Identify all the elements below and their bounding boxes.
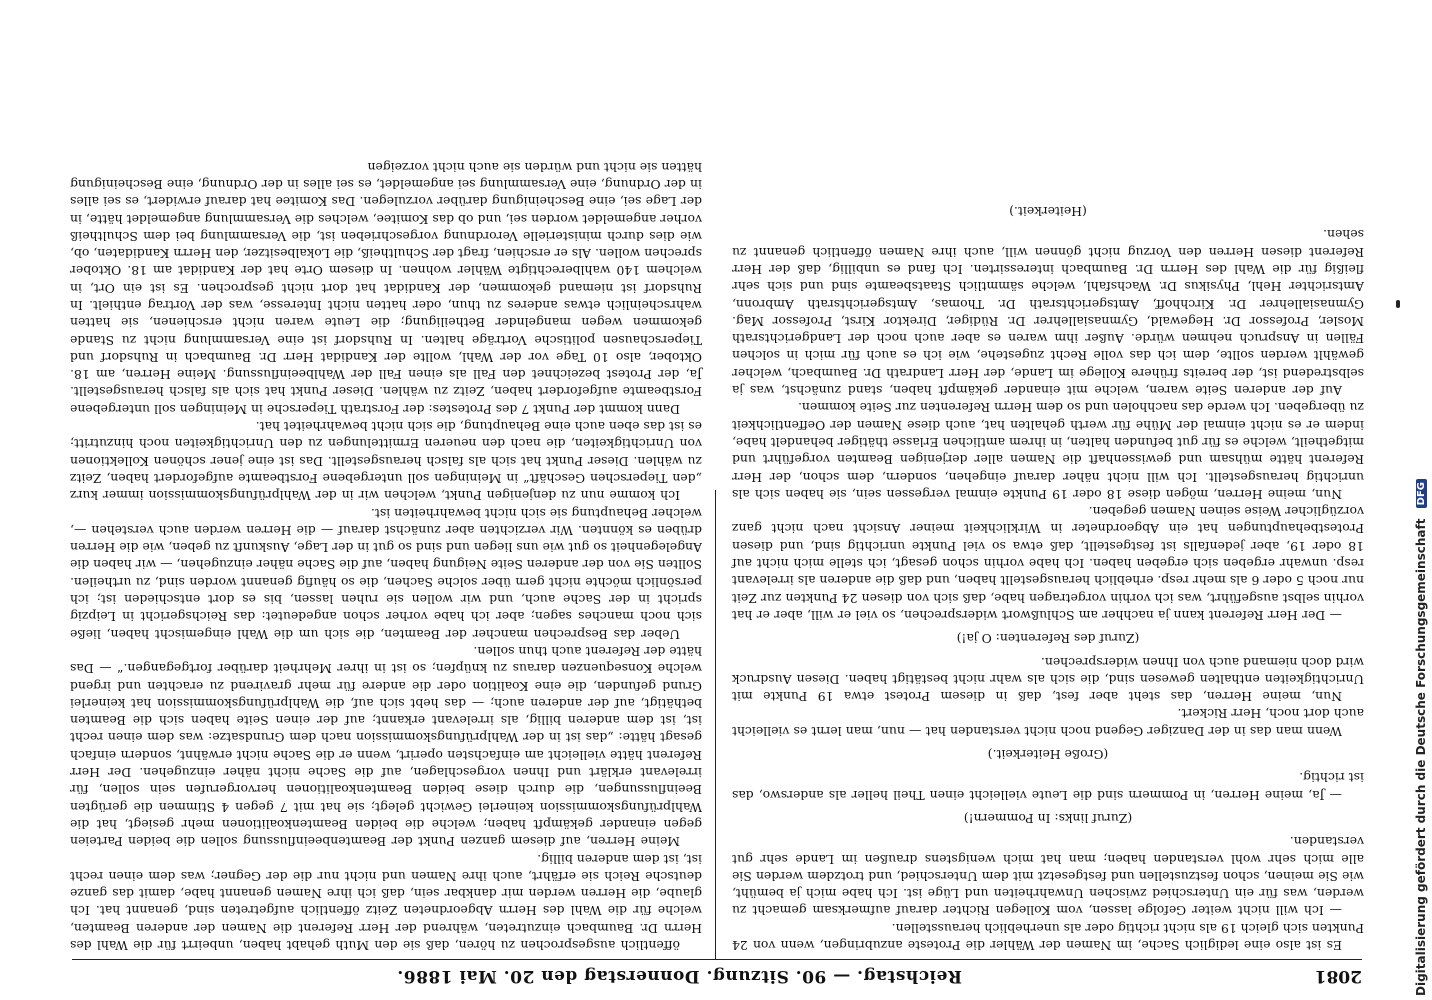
paragraph: Ich komme nun zu denjenigen Punkt, welchen wir in der Wahlprüfungskommission immer kurz „den Tieperschen Geschäft“ in Meiningen soll untergebene Forstbeamte aufgefordert haben, Zeitz zu wählen. Dieser Punkt hat sich als falsch herausgestellt. Das ist eine jener schönen Kollektionen von Unrichtigkeiten, die nach den neueren Ermittelungen zu den Unrichtigkeiten noch hinzutritt; es ist das eben auch eine Behauptung, die sich nicht bewahrheitet hat. <box>70 419 702 504</box>
digitization-credit <box>1414 0 1432 996</box>
right-column <box>70 158 702 954</box>
paragraph: Nun, meine Herren, mögen diese 18 oder 19 Punkte einmal vergessen sein, sie haben sich als unrichtig herausgestellt. Ich will nicht näher darauf eingehen, sondern, dem schon, der Herr Referent hätte mühsam und gewissenhaft die Namen aller derjenigen Beamten vorgeführt und mitgetheilt, welche es für gut befunden halten, in ihrem amtlichen Erlasse thätiger behandelt habe, indem er es nicht einmal der Mühe für werth gehalten hat, auch diese Namen der Oeffentlichkeit zu übergeben. Ich werde das nachholen und so dem Herrn Referenten zur Seite kommen. <box>732 400 1364 502</box>
running-header <box>72 960 1362 986</box>
digitization-text: Digitalisierung gefördert durch die Deutsche Forschungsgemeinschaft <box>1414 518 1428 996</box>
left-column <box>732 203 1364 954</box>
dfg-logo: DFG <box>1416 479 1427 508</box>
paragraph: Es ist also eine lediglich Sache, im Namen der Wähler die Proteste anzubringen, wenn von 24 Punkten sich gleich 19 als nicht richtig oder als unerheblich herausstellen. <box>732 920 1364 953</box>
interjection: (Zuruf links: In Pommern!) <box>963 810 1133 826</box>
session-title: Reichstag. — 90. Sitzung. Donnerstag den 20. Mai 1886. <box>396 966 962 986</box>
paragraph: — Der Herr Referent kann ja nachher am Schlußwort widersprechen, so viel er will, aber er hat vorhin selbst ausgeführt, was ich vorhin vorgetragen habe, daß sich von diesen 24 Punkten zur Zeit nur noch 5 oder 6 als mehr resp. erheblich herausgestellt haben, und daß die anderen als irrelevant resp. unwahr ergeben sich ergeben haben. Ich habe vorhin schon gesagt, ich stelle mich nicht auf 18 oder 19, aber jedenfalls ist festgestellt, daß etwa so viel Punkte unrichtig sind, und diesen Protestbehauptungen hat ein Abgeordneter in Wirklichkeit meiner Ansicht nach nicht ganz vorzüglicher Weise seinen Namen gegeben. <box>732 504 1364 623</box>
paragraph: Auf der anderen Seite waren, welche mit einander gekämpft haben, stand zunächst, was ja selbstredend ist, der bereits frühere Kollege im Lande, der Herr Landrath Dr. Baumbach, welcher gewählt werden sollte, dem ich das volle Recht zugestehe, wie ich es auch für mich in solchen Fällen in Anspruch nehmen würde. Außer ihm waren es aber auch noch der Landgerichtsrath Mosler, Professor Dr. Hegewald, Gymnasiallehrer Dr. Rüdiger, Direktor Kirst, Professor Mag. Gymnasiallehrer Dr. Kirchhoff, Amtsgerichtsrath Dr. Thomas, Amtsgerichtsrath Ambronn, Amtsrichter Hehl, Physikus Dr. Wachsfahl, welche sämmtlich Staatsbeamte sind und sich sehr fleißig für die Wahl des Herrn Dr. Baumbach interessirten. Ich fand es unbillig, daß der Herr Referent diesen Herren den Vorzug nicht gönnen will, auch ihre Namen öffentlich genannt zu sehen. <box>732 227 1364 399</box>
scan-speck <box>1396 300 1400 308</box>
interjection: (Große Heiterkeit.) <box>987 747 1109 763</box>
header-rule <box>72 959 1362 960</box>
paragraph: Nun, meine Herren, das steht aber fest, daß in diesem Protest etwa 19 Punkte mit Unrichtigkeiten enthalten gewesen sind, die sich als wahr nicht bestätigt haben. Diesen Ausdruck wird doch niemand auch von Ihnen widersprechen. <box>732 654 1364 705</box>
paragraph: öffentlich ausgesprochen zu hören, daß sie den Muth gehabt haben, unbeirrt für die Wahl des Herrn Dr. Baumbach einzutreten, während der Herr Referent die Namen der anderen Beamten, welche für die Wahl des Herrn Abgeordneten Zeitz öffentlich aufgetreten sind, genannt hat. Ich glaube, die Herren werden mir dankbar sein, daß ich ihre Namen genannt habe, damit das ganze deutsche Reich sie erfährt, auch ihre Namen und nicht nur die der Gegner; was dem einen recht ist, ist dem anderen billig. <box>70 851 702 953</box>
paragraph: — Ich will nicht weiter Gefolge lassen, vom Kollegen Richter darauf aufmerksam gemacht zu werden, was für ein Unterschied zwischen Unwahrheiten und Lüge ist. Ich habe mich ja bemüht, wie Sie meinen, schon festzustellen und festgesetzt mit dem Unterschied, und trotzdem werden Sie alle mich sehr wohl verstanden haben; man hat mich wenigstens draußen im Lande sehr gut verstanden. <box>732 834 1364 919</box>
column-divider <box>715 490 716 960</box>
paragraph: Ueber das Besprechen mancher der Beamten, die sich um die Wahl eingemischt haben, ließe sich noch manches sagen; aber ich habe vorher schon angedeutet: das Reichsgericht in Leipzig spricht in der Sache auch, und wir wollen sie ruhen lassen, bis es dort entschieden ist; ich persönlich möchte nicht gern über solche Sachen, die so häufig genannt worden sind, zu urtheilen. Sollten Sie von der anderen Seite Neigung haben, auf die Sache näher einzugehen, — wir haben die Angelegenheit so gut wie uns liegen und sind so gut in der Lage, Auskunft zu geben, wie die Herren drüben es könnten. Wir verzichten aber zunächst darauf — die Herren werden auch verstehen —, welcher Behauptung sie sich nicht bewahrheiten ist. <box>70 505 702 642</box>
paragraph: — Ja, meine Herren, in Pommern sind die Leute vielleicht einen Theil heller als anderswo, das ist richtig. <box>732 770 1364 803</box>
interjection: (Heiterkeit.) <box>1009 204 1087 220</box>
paragraph: Meine Herren, auf diesem ganzen Punkt der Beamtenbeeinflussung sollen die beiden Parteien gegen einander gekämpft haben; welche die beiden Beamtenkoalitionen mehr gesiegt, hat die Wahlprüfungskommission keinerlei Gewicht gelegt; sie hat mit 7 gegen 4 Stimmen die gerügten Beeinflussungen, die durch diese beiden Beamtenkoalitionen hervorgerufen sein sollen, für irrelevant erklärt und Ihnen vorgeschlagen, auf die Sache nicht näher einzugehen. Der Herr Referent hätte vielleicht am einfachsten operirt, wenn er die Sache nicht erwähnt, sondern einfach gesagt hätte: „das ist in der Wahlprüfungskommission nach dem Grundsatze: was dem einen recht ist, ist dem anderen billig, als irrelevant erkannt; auf der einen Seite haben sich die Beamten bethätigt, auf der anderen auch; — das hebt sich auf, die Wahlprüfungskommission hat keinerlei Grund gefunden, die eine Koalition oder die andere für mehr gravirend zu erachten und irgend welche Konsequenzen daraus zu knüpfen; so ist in ihrer Mehrheit darüber fortgegangen.“ — Das hätte der Referent auch thun sollen. <box>70 643 702 850</box>
paragraph: Dann kommt der Punkt 7 des Protestes: der Forstrath Tiepersche in Meiningen soll untergebene Forstbeamte aufgefordert haben, Zeitz zu wählen. Dieser Punkt hat sich als falsch herausgestellt. Ja, der Protest bezeichnet den Fall als einen Fall der Wahlbeeinflussung. Meine Herren, am 18. Oktober, also 10 Tage vor der Wahl, wollte der Kandidat Herr Dr. Baumbach in Ruhsdorf und Tieperschausen politische Vorträge halten. In Ruhsdorf ist eine Versammlung nicht zu Stande gekommen wegen mangelnder Betheiligung; die Leute waren nicht erschienen, sie hatten wahrscheinlich etwas anderes zu thun, oder hatten nicht Interesse, was der Vortrag enthielt. In Ruhsdorf ist niemand gekommen, der Kandidat hat dort nicht gesprochen. Es ist ein Ort, in welchem 140 wahlberechtigte Wähler wohnen. In diesem Orte hat der Kandidat am 18. Oktober sprechen wollen. Als er erschien, fragt der Schultheiß, die Lokalbesitzer, den Herrn Kandidaten, ob, wie dies durch ministerielle Verordnung vorgeschrieben ist, die Versammlung bei dem Schultheiß vorher angemeldet worden sei, und ob das Komitee, welches die Versammlung angemeldet hätte, in der Lage sei, eine Bescheinigung darüber vorzulegen. Das Komitee hat darauf erwidert, es sei alles in der Ordnung, eine Versammlung sei angemeldet, es sei alles in der Ordnung, eine Bescheinigung hätten sie nicht und würden sie auch nicht vorzeigen <box>70 159 702 417</box>
paragraph: Wenn man das in der Danziger Gegend noch nicht verstanden hat — nun, man lernt es vielleicht auch dort noch, Herr Rickert. <box>732 706 1364 739</box>
page-number: 2081 <box>1314 966 1362 986</box>
interjection: (Zuruf des Referenten: O ja!) <box>956 631 1140 647</box>
